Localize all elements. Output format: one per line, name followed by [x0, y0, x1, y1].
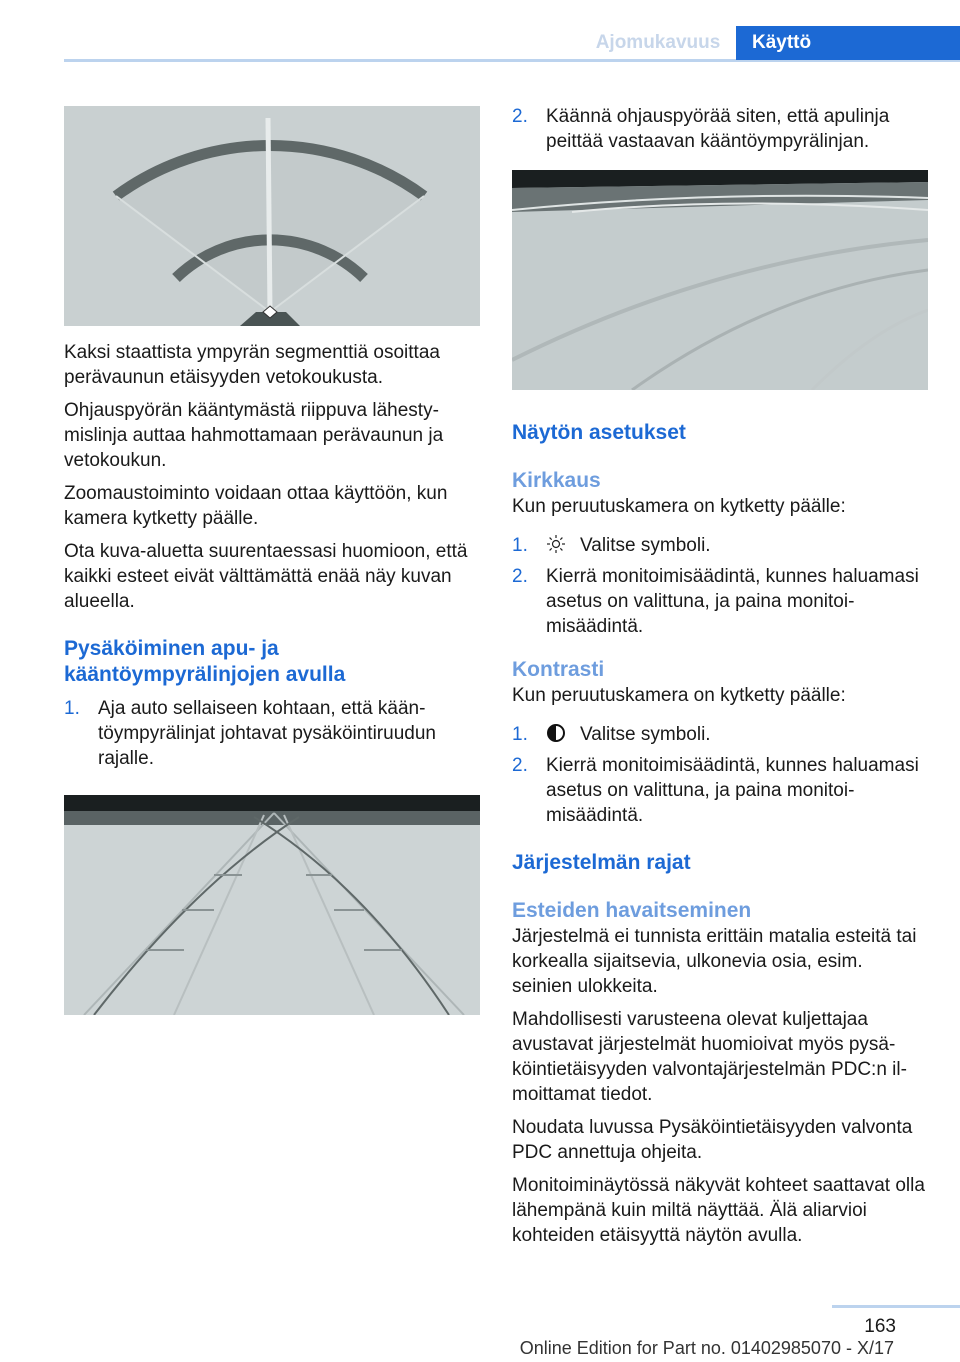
right-column-top — [512, 104, 928, 160]
step-text: Valitse symboli. — [580, 535, 711, 556]
footer-rule — [832, 1305, 960, 1308]
page-number: 163 — [864, 1316, 896, 1337]
subheading-obstacles: Esteiden havaitseminen — [512, 899, 752, 922]
step-text: Kierrä monitoimisäädintä, kunnes haluamasi asetus on valittuna, ja paina monitoimisäädintä. — [546, 755, 919, 826]
section-heading-settings: Näytön asetukset — [512, 421, 686, 444]
step-item — [512, 722, 928, 747]
paragraph: Järjestelmä ei tunnista erittäin matalia esteitä tai korkealla sijaitsevia, ulkonevia osia, esim. seinien ulokkeita. — [512, 926, 917, 997]
step-number: 1. — [512, 535, 528, 556]
paragraph: Kun peruutuskamera on kytketty päälle: — [512, 496, 846, 517]
paragraph: Noudata luvussa Pysäköintietäisyyden valvonta PDC annettuja ohjeita. — [512, 1117, 913, 1163]
right-column-bottom — [512, 420, 928, 1256]
header-chapter-tab: Käyttö — [736, 26, 960, 60]
section-heading-limits: Järjestelmän rajat — [512, 851, 691, 874]
step-item — [512, 564, 928, 639]
subheading-brightness: Kirkkaus — [512, 469, 601, 492]
step-number: 1. — [512, 724, 528, 745]
step-text: Käännä ohjauspyörää siten, että apulinja peittää vastaavan kääntöympyrälinjan. — [546, 106, 890, 152]
paragraph: Mahdollisesti varusteena olevat kuljettajaa avustavat järjestelmät huomioivat myös pysäköintietäisyyden valvontajärjestelmän PDC:n ilmoittamat tiedot. — [512, 1009, 907, 1105]
step-item — [512, 753, 928, 828]
step-text: Valitse symboli. — [580, 724, 711, 745]
subheading-contrast: Kontrasti — [512, 658, 605, 681]
paragraph: Zoomaustoiminto voidaan ottaa käyttöön, kun kamera kytketty päälle. — [64, 483, 448, 529]
figure-caption: Kaksi staattista ympyrän segmenttiä osoittaa perävaunun etäisyyden vetokoukusta. — [64, 342, 440, 388]
step-item — [64, 696, 480, 771]
edition-note: Online Edition for Part no. 01402985070 - X/17 — [519, 1338, 894, 1358]
paragraph: Monitoiminäytössä näkyvät kohteet saattavat olla lähempänä kuin miltä näyttää. Älä aliarvioi kohteiden etäisyyttä näytön avulla. — [512, 1175, 925, 1246]
half-circle-icon — [546, 723, 566, 743]
header-section: Ajomukavuus — [595, 32, 721, 53]
step-item — [512, 104, 928, 154]
paragraph: Ohjauspyörän kääntymästä riippuva lähestymislinja auttaa hahmottamaan perävaunun ja vetokoukun. — [64, 400, 444, 471]
section-heading: Pysäköiminen apu- ja kääntöympyrälinjojen avulla — [64, 637, 346, 686]
step-number: 2. — [512, 566, 528, 587]
sun-icon — [546, 534, 566, 554]
step-item — [512, 533, 928, 558]
helper-line-figure — [512, 170, 928, 390]
step-number: 2. — [512, 106, 528, 127]
paragraph: Kun peruutuskamera on kytketty päälle: — [512, 685, 846, 706]
step-text: Aja auto sellaiseen kohtaan, että kääntöympyrälinjat johtavat pysäköintiruudun rajalle. — [98, 698, 436, 769]
left-column — [64, 340, 480, 777]
step-number: 1. — [64, 698, 80, 719]
step-text: Kierrä monitoimisäädintä, kunnes haluamasi asetus on valittuna, ja paina monitoimisäädintä. — [546, 566, 919, 637]
hitch-view-figure — [64, 106, 480, 326]
step-number: 2. — [512, 755, 528, 776]
turning-lines-figure — [64, 795, 480, 1015]
paragraph: Ota kuva-aluetta suurentaessasi huomioon, että kaikki esteet eivät välttämättä enää näy kuvan alueella. — [64, 541, 468, 612]
